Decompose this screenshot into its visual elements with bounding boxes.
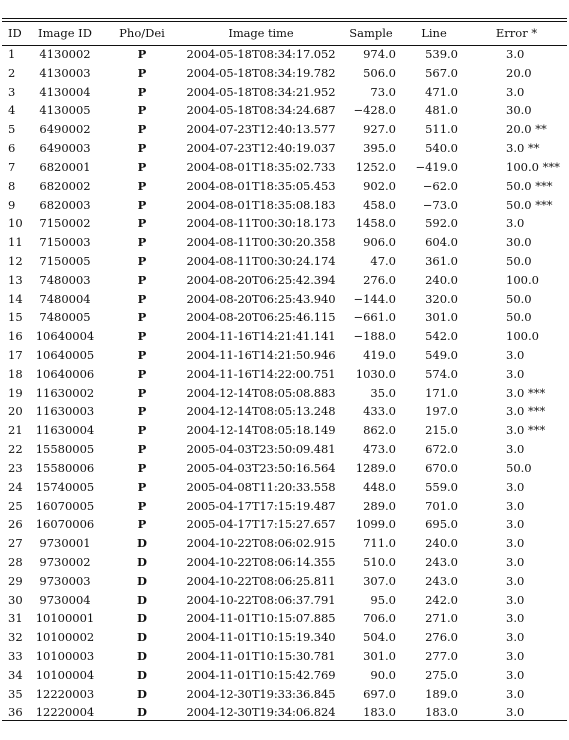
cell-pho-dei: D xyxy=(137,667,147,682)
table-row xyxy=(2,252,567,271)
cell-error: 3.0 xyxy=(506,517,525,532)
cell-error: 3.0 xyxy=(506,348,525,362)
cell-sample: 1030.0 xyxy=(355,366,396,381)
cell-pho-dei: P xyxy=(137,122,147,137)
cell-error: 3.0 xyxy=(506,479,525,494)
cell-pho-dei: P xyxy=(137,310,147,325)
cell-error: 3.0 xyxy=(506,366,525,381)
cell-id: 20 xyxy=(8,404,23,419)
cell-id: 13 xyxy=(8,272,23,287)
table-row xyxy=(2,440,567,459)
cell-pho-dei: P xyxy=(137,272,147,287)
cell-image-time: 2004-05-18T08:34:24.687 xyxy=(186,103,336,118)
cell-image-time: 2004-08-01T18:35:02.733 xyxy=(186,159,336,174)
table-row xyxy=(2,327,567,346)
table-row xyxy=(2,308,567,327)
cell-sample: 448.0 xyxy=(363,479,396,494)
cell-pho-dei: P xyxy=(137,479,147,494)
cell-sample: −428.0 xyxy=(353,103,396,118)
cell-line: 481.0 xyxy=(425,103,458,118)
header-sample: Sample xyxy=(349,25,393,40)
cell-error: 3.0 xyxy=(506,630,525,645)
cell-image-time: 2004-07-23T12:40:13.577 xyxy=(186,122,336,137)
header-error: Error * xyxy=(495,25,538,40)
cell-id: 18 xyxy=(8,366,23,381)
cell-sample: −661.0 xyxy=(353,310,396,325)
cell-sample: 276.0 xyxy=(363,272,396,287)
cell-image-time: 2005-04-03T23:50:16.564 xyxy=(186,460,336,475)
cell-line: 271.0 xyxy=(425,611,458,626)
cell-pho-dei: P xyxy=(137,159,147,174)
cell-sample: 473.0 xyxy=(363,442,396,457)
cell-pho-dei: D xyxy=(137,686,147,701)
cell-image-id: 11630002 xyxy=(35,385,95,400)
cell-id: 32 xyxy=(8,630,23,645)
cell-id: 28 xyxy=(8,554,23,569)
cell-id: 7 xyxy=(8,159,16,174)
cell-line: 549.0 xyxy=(425,348,458,362)
cell-image-time: 2004-11-01T10:15:42.769 xyxy=(186,667,336,682)
cell-pho-dei: P xyxy=(137,178,147,193)
cell-line: 471.0 xyxy=(425,84,458,99)
observation-table xyxy=(2,20,567,722)
cell-image-time: 2004-05-18T08:34:19.782 xyxy=(186,65,336,80)
cell-error: 3.0 ** xyxy=(506,141,540,156)
cell-image-id: 9730001 xyxy=(39,536,91,551)
table-row xyxy=(2,402,567,421)
cell-pho-dei: D xyxy=(137,630,147,645)
table-body xyxy=(2,45,567,722)
cell-image-time: 2004-08-11T00:30:18.173 xyxy=(186,216,336,231)
cell-line: 275.0 xyxy=(425,667,458,682)
cell-sample: 433.0 xyxy=(363,404,396,419)
table-header xyxy=(2,20,567,45)
cell-id: 6 xyxy=(8,141,16,156)
cell-error: 3.0 xyxy=(506,216,525,231)
table-row xyxy=(2,478,567,497)
cell-image-id: 4130002 xyxy=(39,47,91,61)
header-id: ID xyxy=(8,25,22,40)
cell-image-time: 2004-08-01T18:35:05.453 xyxy=(186,178,336,193)
cell-pho-dei: P xyxy=(137,216,147,231)
cell-image-id: 10100003 xyxy=(35,649,95,663)
cell-image-id: 9730004 xyxy=(39,592,91,607)
table-row xyxy=(2,647,567,666)
cell-sample: 289.0 xyxy=(363,498,396,513)
table-row xyxy=(2,515,567,534)
cell-image-id: 6820003 xyxy=(39,197,91,212)
header-image-id: Image ID xyxy=(38,25,92,40)
cell-sample: 458.0 xyxy=(363,197,396,212)
table-row xyxy=(2,609,567,628)
cell-line: 243.0 xyxy=(425,573,458,588)
cell-pho-dei: P xyxy=(137,442,147,457)
cell-image-time: 2004-11-16T14:22:00.751 xyxy=(186,366,336,381)
cell-image-time: 2004-08-20T06:25:42.394 xyxy=(186,272,336,287)
cell-pho-dei: P xyxy=(137,291,147,306)
cell-sample: 1289.0 xyxy=(355,460,396,475)
cell-id: 27 xyxy=(8,536,23,551)
cell-error: 3.0 xyxy=(506,554,525,569)
cell-error: 3.0 xyxy=(506,84,525,99)
cell-error: 3.0 xyxy=(506,611,525,626)
cell-id: 23 xyxy=(8,460,23,475)
cell-id: 16 xyxy=(8,329,23,344)
cell-pho-dei: D xyxy=(137,554,147,569)
cell-line: 670.0 xyxy=(425,460,458,475)
cell-sample: 183.0 xyxy=(363,705,396,720)
cell-pho-dei: P xyxy=(137,197,147,212)
cell-image-id: 11630003 xyxy=(35,404,95,419)
cell-pho-dei: D xyxy=(137,611,147,626)
cell-image-id: 9730002 xyxy=(39,554,91,569)
cell-image-time: 2004-05-18T08:34:17.052 xyxy=(186,47,336,61)
cell-image-id: 12220004 xyxy=(35,705,95,720)
cell-pho-dei: D xyxy=(137,705,147,720)
cell-sample: 697.0 xyxy=(363,686,396,701)
cell-line: 276.0 xyxy=(425,630,458,645)
cell-image-id: 11630004 xyxy=(35,423,95,438)
cell-image-id: 10640004 xyxy=(35,329,95,344)
cell-pho-dei: P xyxy=(137,423,147,438)
cell-error: 3.0 *** xyxy=(506,423,546,438)
table-row xyxy=(2,384,567,403)
cell-error: 3.0 xyxy=(506,705,525,720)
cell-line: 604.0 xyxy=(425,235,458,250)
cell-image-time: 2004-05-18T08:34:21.952 xyxy=(186,84,336,99)
table-row xyxy=(2,214,567,233)
cell-image-id: 4130003 xyxy=(39,65,91,80)
cell-image-id: 7150003 xyxy=(39,235,91,250)
cell-error: 3.0 xyxy=(506,442,525,457)
cell-id: 36 xyxy=(8,705,23,720)
cell-sample: 419.0 xyxy=(363,348,396,362)
table-row xyxy=(2,120,567,139)
table-row xyxy=(2,534,567,553)
cell-image-time: 2004-12-30T19:34:06.824 xyxy=(186,705,336,720)
cell-line: 559.0 xyxy=(425,479,458,494)
cell-sample: 47.0 xyxy=(370,253,396,268)
cell-error: 3.0 xyxy=(506,573,525,588)
header-image-time: Image time xyxy=(228,25,294,40)
cell-image-time: 2004-07-23T12:40:19.037 xyxy=(186,141,336,156)
cell-line: −73.0 xyxy=(422,197,458,212)
cell-error: 3.0 *** xyxy=(506,385,546,400)
header-line: Line xyxy=(421,25,447,40)
cell-id: 30 xyxy=(8,592,23,607)
cell-sample: 504.0 xyxy=(363,630,396,645)
cell-sample: 927.0 xyxy=(363,122,396,137)
cell-id: 11 xyxy=(8,235,23,250)
cell-line: 540.0 xyxy=(425,141,458,156)
cell-image-time: 2005-04-08T11:20:33.558 xyxy=(186,479,336,494)
cell-image-time: 2005-04-17T17:15:19.487 xyxy=(186,498,336,513)
cell-line: 277.0 xyxy=(425,649,458,663)
cell-image-time: 2005-04-17T17:15:27.657 xyxy=(186,517,336,532)
cell-line: 701.0 xyxy=(425,498,458,513)
cell-line: 361.0 xyxy=(425,253,458,268)
cell-line: 592.0 xyxy=(425,216,458,231)
cell-error: 50.0 xyxy=(506,310,532,325)
cell-id: 24 xyxy=(8,479,23,494)
cell-image-id: 7150002 xyxy=(39,216,91,231)
cell-image-time: 2004-10-22T08:06:14.355 xyxy=(186,554,336,569)
cell-sample: 90.0 xyxy=(370,667,396,682)
cell-line: 240.0 xyxy=(425,536,458,551)
cell-id: 21 xyxy=(8,423,23,438)
cell-pho-dei: P xyxy=(137,517,147,532)
table-row xyxy=(2,271,567,290)
table-row xyxy=(2,421,567,440)
cell-image-time: 2004-11-16T14:21:50.946 xyxy=(186,348,336,362)
cell-id: 2 xyxy=(8,65,16,80)
table-row xyxy=(2,553,567,572)
table-row xyxy=(2,139,567,158)
cell-image-time: 2004-08-11T00:30:24.174 xyxy=(186,253,336,268)
cell-id: 17 xyxy=(8,348,23,362)
cell-image-id: 7480003 xyxy=(39,272,91,287)
cell-line: 567.0 xyxy=(425,65,458,80)
cell-image-id: 4130005 xyxy=(39,103,91,118)
cell-error: 3.0 *** xyxy=(506,404,546,419)
cell-image-id: 6820002 xyxy=(39,178,91,193)
cell-sample: 395.0 xyxy=(363,141,396,156)
table-row xyxy=(2,703,567,722)
cell-id: 15 xyxy=(8,310,23,325)
cell-image-time: 2004-11-01T10:15:19.340 xyxy=(186,630,336,645)
cell-id: 22 xyxy=(8,442,23,457)
cell-pho-dei: P xyxy=(137,84,147,99)
cell-image-id: 16070006 xyxy=(35,517,95,532)
cell-pho-dei: P xyxy=(137,103,147,118)
table-row xyxy=(2,346,567,365)
cell-image-id: 12220003 xyxy=(35,686,95,701)
table-row xyxy=(2,64,567,83)
cell-image-id: 16070005 xyxy=(35,498,95,513)
cell-image-time: 2004-11-01T10:15:30.781 xyxy=(186,649,336,663)
cell-image-time: 2004-08-20T06:25:46.115 xyxy=(186,310,336,325)
table-row xyxy=(2,177,567,196)
cell-id: 14 xyxy=(8,291,23,306)
cell-image-id: 4130004 xyxy=(39,84,91,99)
cell-pho-dei: P xyxy=(137,235,147,250)
cell-id: 3 xyxy=(8,84,16,99)
header-pho-dei: Pho/Dei xyxy=(119,25,165,40)
table-row xyxy=(2,591,567,610)
cell-id: 12 xyxy=(8,253,23,268)
cell-sample: −188.0 xyxy=(353,329,396,344)
cell-id: 33 xyxy=(8,649,23,663)
cell-pho-dei: P xyxy=(137,460,147,475)
cell-error: 50.0 *** xyxy=(506,178,553,193)
table-row xyxy=(2,290,567,309)
table-top-rule xyxy=(2,18,567,19)
cell-pho-dei: P xyxy=(137,348,147,362)
cell-image-time: 2004-12-30T19:33:36.845 xyxy=(186,686,336,701)
cell-pho-dei: P xyxy=(137,47,147,61)
cell-sample: 301.0 xyxy=(363,649,396,663)
cell-error: 50.0 xyxy=(506,460,532,475)
cell-id: 29 xyxy=(8,573,23,588)
cell-sample: 510.0 xyxy=(363,554,396,569)
cell-line: −419.0 xyxy=(415,159,458,174)
table-row xyxy=(2,45,567,64)
cell-image-time: 2004-12-14T08:05:08.883 xyxy=(186,385,336,400)
cell-image-time: 2004-11-01T10:15:07.885 xyxy=(186,611,336,626)
cell-line: 240.0 xyxy=(425,272,458,287)
cell-sample: 706.0 xyxy=(363,611,396,626)
cell-image-time: 2004-12-14T08:05:13.248 xyxy=(186,404,336,419)
cell-image-time: 2004-10-22T08:06:02.915 xyxy=(186,536,336,551)
cell-id: 5 xyxy=(8,122,16,137)
cell-error: 50.0 *** xyxy=(506,197,553,212)
cell-image-id: 10100004 xyxy=(35,667,95,682)
table-row xyxy=(2,101,567,120)
cell-id: 31 xyxy=(8,611,23,626)
cell-image-id: 15740005 xyxy=(35,479,95,494)
table-row xyxy=(2,666,567,685)
cell-image-id: 10640006 xyxy=(35,366,95,381)
cell-sample: 73.0 xyxy=(370,84,396,99)
table-row xyxy=(2,233,567,252)
cell-pho-dei: P xyxy=(137,366,147,381)
cell-sample: 906.0 xyxy=(363,235,396,250)
table-row xyxy=(2,628,567,647)
cell-error: 20.0 ** xyxy=(506,122,547,137)
cell-pho-dei: D xyxy=(137,649,147,663)
cell-id: 9 xyxy=(8,197,16,212)
cell-line: 301.0 xyxy=(425,310,458,325)
cell-error: 100.0 xyxy=(506,272,539,287)
cell-id: 8 xyxy=(8,178,16,193)
cell-pho-dei: P xyxy=(137,141,147,156)
cell-line: 320.0 xyxy=(425,291,458,306)
cell-sample: −144.0 xyxy=(353,291,396,306)
cell-sample: 974.0 xyxy=(363,47,396,61)
cell-sample: 1458.0 xyxy=(355,216,396,231)
cell-line: 574.0 xyxy=(425,366,458,381)
cell-pho-dei: P xyxy=(137,253,147,268)
cell-error: 3.0 xyxy=(506,649,525,663)
cell-image-time: 2004-10-22T08:06:37.791 xyxy=(186,592,336,607)
cell-line: 542.0 xyxy=(425,329,458,344)
cell-error: 20.0 xyxy=(506,65,532,80)
table-row xyxy=(2,497,567,516)
cell-line: −62.0 xyxy=(422,178,458,193)
cell-pho-dei: D xyxy=(137,592,147,607)
cell-error: 30.0 xyxy=(506,235,532,250)
cell-line: 183.0 xyxy=(425,705,458,720)
cell-pho-dei: D xyxy=(137,536,147,551)
cell-error: 3.0 xyxy=(506,667,525,682)
cell-id: 26 xyxy=(8,517,23,532)
cell-image-id: 6490002 xyxy=(39,122,91,137)
cell-sample: 902.0 xyxy=(363,178,396,193)
cell-error: 3.0 xyxy=(506,536,525,551)
cell-error: 100.0 *** xyxy=(506,159,560,174)
cell-image-time: 2005-04-03T23:50:09.481 xyxy=(186,442,336,457)
cell-image-time: 2004-08-20T06:25:43.940 xyxy=(186,291,336,306)
cell-error: 50.0 xyxy=(506,291,532,306)
table-row xyxy=(2,83,567,102)
cell-pho-dei: P xyxy=(137,329,147,344)
cell-pho-dei: P xyxy=(137,404,147,419)
cell-line: 171.0 xyxy=(425,385,458,400)
cell-id: 10 xyxy=(8,216,23,231)
cell-error: 3.0 xyxy=(506,498,525,513)
cell-image-time: 2004-08-11T00:30:20.358 xyxy=(186,235,336,250)
cell-pho-dei: P xyxy=(137,65,147,80)
cell-line: 189.0 xyxy=(425,686,458,701)
table-row xyxy=(2,365,567,384)
cell-sample: 506.0 xyxy=(363,65,396,80)
cell-line: 242.0 xyxy=(425,592,458,607)
cell-error: 30.0 xyxy=(506,103,532,118)
cell-sample: 862.0 xyxy=(363,423,396,438)
cell-image-id: 7480005 xyxy=(39,310,91,325)
cell-sample: 1252.0 xyxy=(355,159,396,174)
cell-sample: 711.0 xyxy=(363,536,396,551)
cell-image-id: 6490003 xyxy=(39,141,91,156)
cell-id: 34 xyxy=(8,667,23,682)
cell-image-id: 10100002 xyxy=(35,630,95,645)
cell-pho-dei: D xyxy=(137,573,147,588)
cell-pho-dei: P xyxy=(137,385,147,400)
cell-image-time: 2004-10-22T08:06:25.811 xyxy=(186,573,336,588)
cell-id: 19 xyxy=(8,385,23,400)
cell-error: 3.0 xyxy=(506,47,525,61)
cell-id: 1 xyxy=(8,47,16,61)
cell-error: 100.0 xyxy=(506,329,539,344)
cell-image-id: 9730003 xyxy=(39,573,91,588)
cell-line: 511.0 xyxy=(425,122,458,137)
cell-line: 243.0 xyxy=(425,554,458,569)
cell-line: 539.0 xyxy=(425,47,458,61)
cell-image-id: 10100001 xyxy=(35,611,95,626)
cell-pho-dei: P xyxy=(137,498,147,513)
table-row xyxy=(2,196,567,215)
cell-error: 50.0 xyxy=(506,253,532,268)
table-row xyxy=(2,459,567,478)
table-row xyxy=(2,685,567,704)
table-row xyxy=(2,158,567,177)
cell-error: 3.0 xyxy=(506,592,525,607)
cell-id: 35 xyxy=(8,686,23,701)
cell-image-id: 6820001 xyxy=(39,159,91,174)
cell-image-id: 7150005 xyxy=(39,253,91,268)
cell-error: 3.0 xyxy=(506,686,525,701)
cell-image-id: 15580006 xyxy=(35,460,95,475)
cell-id: 25 xyxy=(8,498,23,513)
cell-line: 672.0 xyxy=(425,442,458,457)
cell-image-time: 2004-08-01T18:35:08.183 xyxy=(186,197,336,212)
cell-image-id: 15580005 xyxy=(35,442,95,457)
cell-sample: 1099.0 xyxy=(355,517,396,532)
cell-sample: 307.0 xyxy=(363,573,396,588)
cell-sample: 95.0 xyxy=(370,592,396,607)
cell-image-time: 2004-12-14T08:05:18.149 xyxy=(186,423,336,438)
cell-line: 197.0 xyxy=(425,404,458,419)
cell-sample: 35.0 xyxy=(370,385,396,400)
cell-image-id: 7480004 xyxy=(39,291,91,306)
cell-line: 215.0 xyxy=(425,423,458,438)
cell-id: 4 xyxy=(8,103,16,118)
cell-image-time: 2004-11-16T14:21:41.141 xyxy=(186,329,336,344)
table-row xyxy=(2,572,567,591)
cell-image-id: 10640005 xyxy=(35,348,95,362)
cell-line: 695.0 xyxy=(425,517,458,532)
